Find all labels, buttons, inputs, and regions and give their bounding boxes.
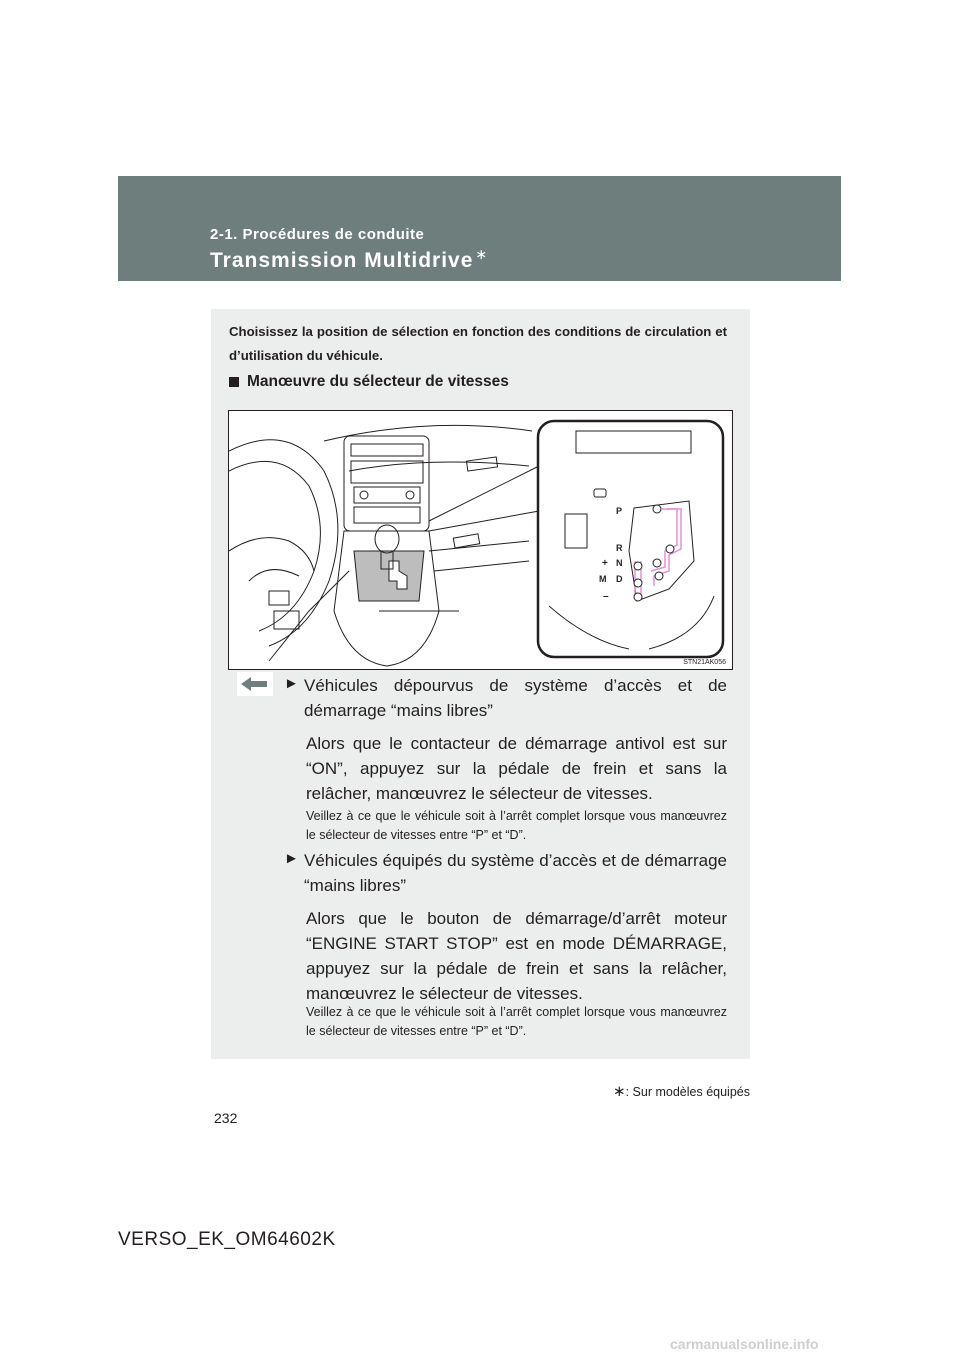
paragraph-2: Alors que le bouton de démarrage/d’arrêt moteur “ENGINE START STOP” est en mode DÉMARRAGE, appuyez sur la pédale de frein et sans la relâcher, manœuvrez le sélecteur de vitesses. xyxy=(306,909,727,1003)
intro-text: Choisissez la position de sélection en fonction des conditions de circulation et d’utilisation du véhicule. xyxy=(229,324,727,363)
gear-label-n: N xyxy=(616,558,623,568)
subheading xyxy=(229,373,509,391)
shift-lever-figure xyxy=(228,410,733,670)
figure-code: STN21AK056 xyxy=(683,659,726,666)
triangle-bullet-icon: ► xyxy=(284,850,299,867)
page-number: 232 xyxy=(214,1110,238,1126)
footnote xyxy=(604,1082,750,1100)
title-asterisk: ∗ xyxy=(475,246,489,262)
subheading-text: Manœuvre du sélecteur de vitesses xyxy=(247,373,509,390)
gear-label-d: D xyxy=(616,574,623,584)
footnote-asterisk: ∗ xyxy=(613,1083,626,1100)
watermark: carmanualsonline.info xyxy=(670,1336,819,1352)
section-header xyxy=(118,176,841,281)
manual-minus-label: – xyxy=(603,591,609,602)
bullet-item-1 xyxy=(284,673,727,723)
triangle-bullet-icon: ► xyxy=(284,675,299,692)
note-2: Veillez à ce que le véhicule soit à l’arrêt complet lorsque vous manœuvrez le sélecteur de vitesses entre “P” et “D”. xyxy=(306,1005,727,1038)
footnote-text: : Sur modèles équipés xyxy=(625,1085,750,1099)
document-code: VERSO_EK_OM64602K xyxy=(118,1229,336,1250)
page-title xyxy=(210,246,488,273)
bullet-item-2 xyxy=(284,848,727,898)
square-bullet-icon xyxy=(229,377,239,387)
gear-label-r: R xyxy=(616,543,623,553)
bullet-text-1: Véhicules dépourvus de système d’accès et de démarrage “mains libres” xyxy=(304,676,727,720)
manual-plus-label: + xyxy=(602,558,608,569)
manual-m-label: M xyxy=(599,574,607,584)
left-arrow-icon xyxy=(237,672,273,696)
gear-label-p: P xyxy=(616,506,623,516)
paragraph-1: Alors que le contacteur de démarrage antivol est sur “ON”, appuyez sur la pédale de frein et sans la relâcher, manœuvrez le sélecteur de vitesses. xyxy=(306,734,727,803)
section-label: 2-1. Procédures de conduite xyxy=(210,226,425,243)
shift-lever-illustration xyxy=(229,411,732,669)
note-1: Veillez à ce que le véhicule soit à l’arrêt complet lorsque vous manœuvrez le sélecteur de vitesses entre “P” et “D”. xyxy=(306,809,727,842)
page-title-text: Transmission Multidrive xyxy=(210,249,474,272)
bullet-text-2: Véhicules équipés du système d’accès et de démarrage “mains libres” xyxy=(304,851,727,895)
